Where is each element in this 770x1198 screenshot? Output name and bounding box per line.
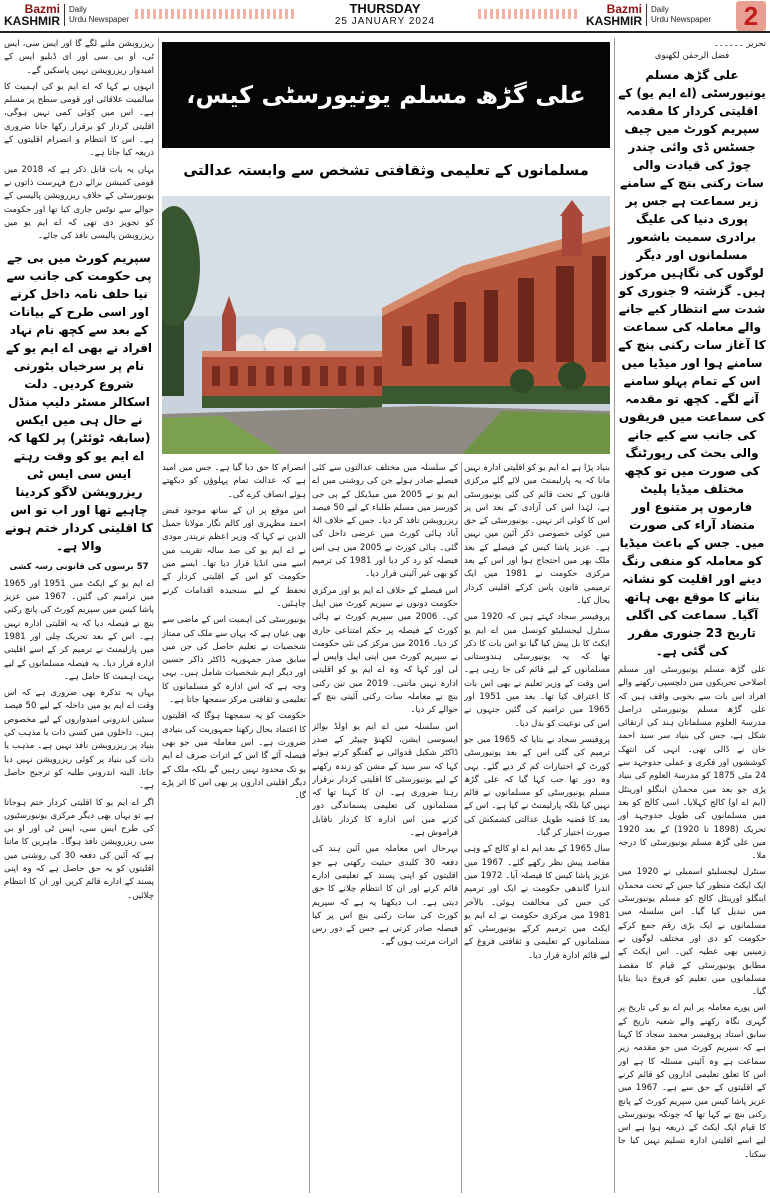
column-rule <box>461 462 462 1193</box>
brand-bottom-right: KASHMIR <box>586 14 642 28</box>
paragraph: سال 1965 کے بعد ایم اے او کالج کے وہی مقاصد پیش نظر رکھے گئے۔ 1967 میں عزیز پاشا کیس کا فیصلہ آیا۔ 1972 میں اندرا گاندھی حکومت نے ایک اور ترمیم کی جس کی مخالفت ہوئی۔ بالآخر 1981 میں مرکزی حکومت نے اے ایم یو ایکٹ میں ترمیم کرکے یونیورسٹی کو مسلمانوں کے تعلیمی و ثقافتی فروغ کے لیے قائم ادارہ قرار دیا۔ <box>464 844 610 961</box>
paragraph: اس سلسلہ میں اے ایم یو اولڈ بوائز ایسوسی ایشن، لکھنؤ چیپٹر کے صدر ڈاکٹر شکیل قدوائی نے گفتگو کرتے ہوئے کہا کہ سر سید کے مشن کو زندہ رکھنے کے لیے یونیورسٹی کا اقلیتی کردار برقرار رہنا ضروری ہے۔ ان کا کہنا تھا کہ مسلمانوں کی تعلیمی پسماندگی دور کرنے میں اس ادارہ کا کردار ناقابل فراموش ہے۔ <box>312 721 458 839</box>
column-rule <box>614 38 615 1193</box>
column-left-top <box>4 38 154 243</box>
paragraph: حکومت کو یہ سمجھنا ہوگا کہ اقلیتوں کا اعتماد بحال رکھنا جمہوریت کی بنیادی ضرورت ہے۔ اس معاملہ میں جو بھی فیصلہ آئے گا اس کے اثرات صرف اے ایم یو تک محدود نہیں رہیں گے بلکہ ملک کے دیگر اقلیتی اداروں پر بھی اس کا اثر پڑے گا۔ <box>162 711 306 802</box>
masthead-subtitle-right <box>651 5 711 25</box>
paragraph: سنٹرل لیجسلیٹو اسمبلی نے 1920 میں ایک ایکٹ منظور کیا جس کے تحت محمڈن اینگلو اورینٹل کالج کو مسلم یونیورسٹی میں تبدیل کیا گیا۔ اس سلسلہ میں مسلمانوں نے ایک بڑی رقم جمع کرکے حکومت کو دی اور مختلف لوگوں نے زمینیں بھی عطیہ کیں۔ اس ایکٹ کے مطابق یونیورسٹی کے قیام کا مقصد مسلمانوں میں تعلیم کو فروغ دینا بتایا گیا۔ <box>618 867 766 998</box>
column-mid-right <box>464 462 610 1193</box>
ornament-right <box>478 9 578 19</box>
masthead-separator <box>64 4 65 26</box>
campus-image <box>162 196 610 454</box>
brand-top-right: Bazmi <box>606 2 642 16</box>
issue-day: THURSDAY <box>349 1 421 16</box>
article-headline: علی گڑھ مسلم یونیورسٹی کیس، <box>162 42 610 148</box>
paragraph: پروفیسر سجاد کہتے ہیں کہ 1920 میں سنٹرل لیجسلیٹو کونسل میں اے ایم یو ایکٹ کا بل پیش کیا گیا تو اس بات کا ذکر تھا کہ یہ یونیورسٹی ہندوستانی مسلمانوں کے لیے قائم کی جا رہی ہے۔ اس وقت کے وزیر تعلیم نے بھی اس بات کا اعتراف کیا تھا۔ بعد میں 1951 اور 1965 میں ترامیم کی گئیں جنہوں نے اس کی نوعیت کو بدل دیا۔ <box>464 612 610 729</box>
paragraph: اے ایم یو کے ایکٹ میں 1951 اور 1965 میں ترامیم کی گئیں۔ 1967 میں عزیز پاشا کیس میں سپریم کورٹ کی پانچ رکنی بنچ نے فیصلہ دیا کہ یہ اقلیتی ادارہ نہیں ہے۔ اس کے بعد تحریک چلی اور 1981 میں پارلیمنٹ نے ترمیم کر کے اسے اقلیتی ادارہ قرار دیا۔ یہ فیصلہ مسلمانوں کے لیے بہت اہمیت کا حامل ہے۔ <box>4 578 154 682</box>
sub-bottom: Urdu Newspaper <box>69 15 130 24</box>
page-number: 2 <box>736 1 766 31</box>
paragraph: علی گڑھ مسلم یونیورسٹی اور مسلم اصلاحی تحریکوں میں دلچسپی رکھنے والے افراد اس بات سے بخوبی واقف ہیں کہ علی گڑھ مسلم یونیورسٹی دراصل مدرسۃ العلوم مسلمانان ہند کی ارتقائی شکل ہے، جس کی بنیاد سر سید احمد خان نے ڈالی تھی۔ انہی کی انتھک کوششوں اور فکری و عملی جدوجہد سے 24 مئی 1875 کو مدرسۃ العلوم کی بنیاد پڑی جو بعد میں محمڈن اینگلو اورینٹل (ایم اے او) کالج کہلایا۔ اسی کالج کو بعد میں مسلمانوں کی طویل جدوجہد اور تحریک (1898 تا 1920) کے بعد 1920 میں علی گڑھ مسلم یونیورسٹی کا درجہ ملا۔ <box>618 665 766 862</box>
university-photo <box>162 196 610 454</box>
brand-bottom: KASHMIR <box>4 14 60 28</box>
sub-top: Daily <box>69 5 87 14</box>
column-left-bottom <box>4 561 154 902</box>
paragraph: پروفیسر سجاد نے بتایا کہ 1965 میں جو ترمیم کی گئی اس کے بعد یونیورسٹی کورٹ کے اختیارات کم کر دیے گئے۔ یہی وہ دور تھا جب کہا گیا کہ علی گڑھ مسلم یونیورسٹی کو مسلمانوں نے قائم نہیں کیا بلکہ پارلیمنٹ نے کیا ہے۔ اس کے بعد کا قضیہ طویل عدالتی کشمکش کی صورت اختیار کر گیا۔ <box>464 734 610 839</box>
paragraph: کے سلسلہ میں مختلف عدالتوں سے کئی فیصلے صادر ہوئے جن کی روشنی میں اے ایم یو نے 2005 میں میڈیکل کے پی جی کورسز میں مسلم طلباء کے لیے 50 فیصد ریزرویشن نافذ کر دیا۔ جس کے خلاف الہٰ آباد ہائی کورٹ میں عرضی داخل کی گئی۔ ہائی کورٹ نے 2005 میں ہی اس فیصلہ کو رد کر دیا اور 1981 کی ترمیم کو بھی غیر آئینی قرار دیا۔ <box>312 463 458 580</box>
column-center-left <box>162 462 306 1193</box>
paragraph: اس فیصلے کے خلاف اے ایم یو اور مرکزی حکومت دونوں نے سپریم کورٹ میں اپیل کی۔ 2006 میں سپریم کورٹ نے ہائی کورٹ کے فیصلہ پر حکم امتناعی جاری کر دیا۔ 2016 میں مرکز کی نئی حکومت نے سپریم کورٹ میں اپنی اپیل واپس لے لی اور کہا کہ وہ اے ایم یو کو اقلیتی ادارہ نہیں مانتی۔ 2019 میں تین رکنی بنچ نے معاملہ سات رکنی آئینی بنچ کے حوالے کر دیا۔ <box>312 585 458 716</box>
ornament-left <box>135 9 295 19</box>
paragraph: اگر اے ایم یو کا اقلیتی کردار ختم ہوجاتا ہے تو یہاں بھی دیگر مرکزی یونیورسٹیوں کی طرح ایس سی، ایس ٹی اور او بی سی ریزرویشن نافذ ہوگا۔ ماہرین کا ماننا ہے کہ آئین کی دفعہ 30 کی روشنی میں اقلیتوں کو یہ حق حاصل ہے کہ وہ اپنی پسند کے ادارے قائم کریں اور ان کا انتظام چلائیں۔ <box>4 797 154 901</box>
column-rule <box>158 38 159 1193</box>
paragraph: انہوں نے کہا کہ اے ایم یو کی اہمیت کا سالمیت علاقائی اور قومی سطح پر مسلم ہے۔ اس میں کوئی کمی نہیں ہوگی، اقلیتی کردار کو برقرار رکھا جانا ضروری ہے۔ اس کا انتظام و انصرام اقلیتوں کے ذریعہ کیا جاتا ہے۔ <box>4 81 154 159</box>
brand-top: Bazmi <box>24 2 60 16</box>
paragraph: بہرحال اس معاملہ میں آئین ہند کی دفعہ 30 کلیدی حیثیت رکھتی ہے جو اقلیتوں کو اپنی پسند کے تعلیمی ادارے قائم کرنے اور ان کا انتظام چلانے کا حق دیتی ہے۔ اب دیکھنا یہ ہے کہ سپریم کورٹ کی سات رکنی بنچ اس پر کیا فیصلہ صادر کرتی ہے جس کے دور رس اثرات مرتب ہوں گے۔ <box>312 844 458 948</box>
paragraph: بنیاد پڑا ہے اے ایم یو کو اقلیتی ادارہ نہیں مانا کہ یہ پارلیمنٹ میں لائے گئے مرکزی قانون کے تحت قائم کی گئی یونیورسٹی ہے، لہٰذا اس کی آزادی کے بعد اس پر اس کا کوئی اثر نہیں۔ یونیورسٹی کے حق میں کوئی خصوصی ذکر آئین میں نہیں ہے۔ عزیز پاشا کیس کے فیصلے کے بعد ملک بھر میں احتجاج ہوا اور اس کے بعد مرکزی حکومت نے 1981 میں ایک ترمیمی قانون پاس کرکے اقلیتی کردار بحال کیا۔ <box>464 463 610 606</box>
column-right <box>618 38 766 1193</box>
paragraph: اس پورے معاملہ پر ایم اے یو کی تاریخ پر گہری نگاہ رکھنے والے شعبہ تاریخ کے سابق استاد پروفیسر محمد سجاد کا کہنا ہے کہ سپریم کورٹ میں جو مقدمہ زیر سماعت ہے وہ آئینی مسئلہ کا ہے اور اس کا تعلق تعلیمی اداروں کو قائم کرنے کے اقلیتوں کے حق سے ہے۔ 1967 میں عزیز پاشا کیس میں سپریم کورٹ کے پانچ رکنی بنچ نے کہا تھا کہ چونکہ یونیورسٹی کا قیام ایک ایکٹ کے ذریعہ ہوا ہے اس لیے اسے اقلیتی ادارہ تسلیم نہیں کیا جا سکتا۔ <box>618 1003 766 1160</box>
top-divider <box>0 31 770 33</box>
column-mid-left <box>312 462 458 1193</box>
subheading: 57 برسوں کی قانونی رسہ کشی <box>9 562 149 573</box>
masthead-subtitle <box>69 5 129 25</box>
article-subheadline: مسلمانوں کے تعلیمی وثقافتی تشخص سے وابستہ عدالتی <box>183 163 589 179</box>
pull-quote: سپریم کورٹ میں بی جے پی حکومت کی جانب سے نیا حلف نامہ داخل کرنے اور اسی طرح کے بیانات کے بعد سے کچھ نام نہاد افراد نے بھی اے ایم یو کے نام پر سرخیاں بٹورنی شروع کردیں۔ دلت اسکالر مسٹر دلیپ منڈل نے حال ہی میں ایکس (سابقہ ٹوئٹر) پر لکھا کہ اے ایم یو کو وقت رہتے ایس سی ایس ٹی ریزرویشن لاگو کردینا چاہیے تھا اور اب تو اس کا اقلیتی کردار ختم ہونے والا ہے۔ <box>5 251 153 554</box>
masthead-right <box>586 2 711 28</box>
masthead-separator-right <box>646 4 647 26</box>
paragraph: اس موقع پر ان کے ساتھ موجود فیض احمد مظہری اور کالم نگار مولانا جمیل الدین نے کہا کہ وزیر اعظم نریندر مودی نے اے ایم یو کی صد سالہ تقریب میں اسے منی انڈیا قرار دیا تھا۔ ایسے میں حکومت کو اس کے اقلیتی کردار کے تحفظ کے لیے سنجیدہ اقدامات کرنے چاہئیں۔ <box>162 505 306 609</box>
paragraph: یونیورسٹی کی اہمیت اس کے ماضی سے بھی عیاں ہے کہ یہاں سے ملک کی ممتاز شخصیات نے تعلیم حاصل کی جن میں سابق صدر جمہوریہ ڈاکٹر ذاکر حسین اور دیگر اہم شخصیات شامل ہیں۔ یہی وجہ ہے کہ اس ادارہ کو مسلمانوں کا تعلیمی و ثقافتی مرکز سمجھا جاتا ہے۔ <box>162 615 306 706</box>
date-block <box>300 1 470 27</box>
column-left <box>4 38 154 1193</box>
issue-date: 25 JANUARY 2024 <box>334 16 436 27</box>
masthead-bar <box>0 0 770 30</box>
paragraph: ریزرویشن ملنے لگے گا اور ایس سی، ایس ٹی، او بی سی اور ای ڈبلیو ایس کے امیدوار ریزرویشن نہیں پاسکیں گے۔ <box>4 39 154 76</box>
byline-name: فضل الرحمٰن لکھنوی <box>654 51 730 61</box>
column-rule <box>309 462 310 1193</box>
column-right-body <box>618 664 766 1162</box>
brand-logo-right <box>586 3 642 27</box>
lead-paragraph: علی گڑھ مسلم یونیورسٹی (اے ایم یو) کے اقلیتی کردار کا مقدمہ سپریم کورٹ میں چیف جسٹس ڈی وائی چندر چوڑ کی قیادت والی سات رکنی بنچ کے سامنے زیر سماعت ہے جس پر پوری دنیا کی علیگ برادری سمیت باشعور مسلمانوں اور دیگر لوگوں کی نگاہیں مرکوز ہیں۔ گزشتہ 9 جنوری کو شدت سے انتظار کیے جانے والے معاملہ کی سماعت کا آغاز سات رکنی بنچ کے سامنے ہوا اور میڈیا میں اس کے تمام پہلو سامنے آنے لگے۔ کچھ تو مقدمہ کی سماعت میں فریقوں کی جانب سے کیے جانے والی بحث کی رپورٹنگ کی صورت میں تو کچھ مختلف میڈیا پلیٹ فارموں پر متنوع اور متضاد آراء کی صورت میں۔ جس کے باعث میڈیا کو معاملہ کو منفی رنگ دینے اور اقلیت کو نشانہ بنانے کا موقع بھی ہاتھ آگیا۔ سماعت کی اگلی تاریخ 23 جنوری مقرر کی گئی ہے۔ <box>618 68 766 658</box>
paragraph: انصرام کا حق دیا گیا ہے۔ جس میں امید ہے کہ عدالت تمام پہلوؤں کو دیکھتے ہوئے انصاف کرے گی۔ <box>162 463 306 500</box>
paragraph: یہاں یہ بات قابل ذکر ہے کہ 2018 میں قومی کمیشن برائے درج فہرست ذاتوں نے یونیورسٹی کے خلاف ریزرویشن پالیسی کے حوالے سے نوٹس جاری کیا تھا اور حکومت کو تجویز دی تھی کہ اے ایم یو میں ریزرویشن پالیسی نافذ کی جائے۔ <box>4 164 154 242</box>
masthead-left <box>4 2 129 28</box>
paragraph: یہاں یہ تذکرہ بھی ضروری ہے کہ اس وقت اے ایم یو میں داخلہ کے لیے 50 فیصد سیٹیں اندرونی امیدواروں کے لیے مخصوص ہیں۔ داخلوں میں کسی ذات یا مذہب کی بنیاد پر ریزرویشن نافذ نہیں ہے۔ مذہب یا ذات کی بنیاد پر کوئی ریزرویشن نہیں دیا جاتا، البتہ اندرونی طلبہ کو ترجیح حاصل ہے۔ <box>4 688 154 792</box>
brand-logo <box>4 3 60 27</box>
sub-top-right: Daily <box>651 5 669 14</box>
sub-bottom-right: Urdu Newspaper <box>651 15 712 24</box>
byline-label: تحریر ۔۔۔۔۔۔ <box>713 39 766 49</box>
